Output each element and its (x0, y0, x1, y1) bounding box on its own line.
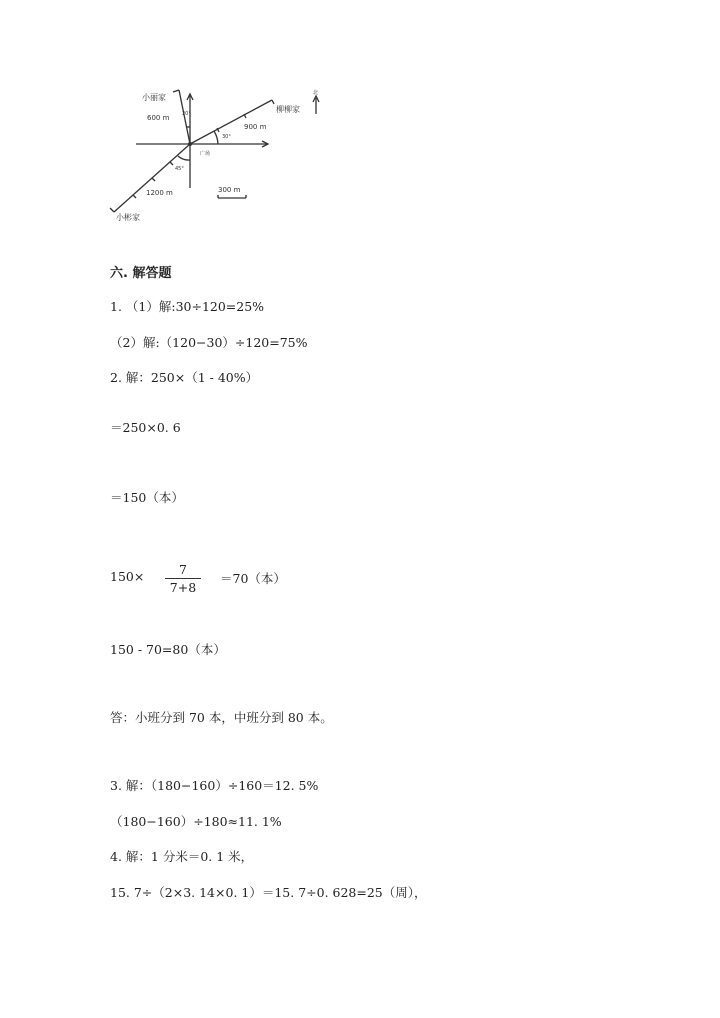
label-angle-30: 30° (222, 134, 231, 140)
label-north: 北 (313, 90, 319, 96)
q1-part2: （2）解:（120−30）÷120=75% (110, 335, 308, 350)
angle-arc-30 (214, 131, 218, 144)
label-square: 广场 (200, 151, 211, 157)
fraction-bar (165, 578, 201, 579)
route-to-liuliu (190, 100, 272, 144)
q2-answer: 答：小班分到 70 本，中班分到 80 本。 (110, 710, 333, 725)
q2-step4-prefix: 150× (110, 569, 145, 584)
fraction (165, 562, 201, 595)
q2-step5: 150 - 70=80（本） (110, 642, 226, 657)
label-xiaobin: 小彬家 (116, 213, 140, 222)
q2-step3: ＝150（本） (110, 490, 184, 505)
label-angle-20: 20° (182, 111, 191, 117)
fraction-denominator: 7+8 (169, 580, 197, 595)
q3-step1: 3. 解：（180−160）÷160＝12. 5% (110, 778, 319, 793)
section-heading: 六. 解答题 (110, 266, 172, 281)
fraction-numerator: 7 (179, 562, 187, 577)
q2-step2: ＝250×0. 6 (110, 420, 181, 435)
label-liuliu: 柳柳家 (276, 105, 300, 114)
q4-step1: 4. 解：1 分米＝0. 1 米， (110, 849, 254, 864)
label-scale: 300 m (218, 186, 241, 194)
label-600m: 600 m (147, 114, 170, 122)
label-xiaoli: 小丽家 (142, 93, 166, 102)
label-1200m: 1200 m (146, 189, 173, 197)
q4-step2: 15. 7÷（2×3. 14×0. 1）＝15. 7÷0. 628=25（周）， (110, 885, 427, 900)
direction-map-figure (100, 80, 340, 230)
q1-part1: 1. （1）解:30÷120=25% (110, 299, 265, 314)
label-900m: 900 m (244, 123, 267, 131)
angle-arc-45 (178, 156, 190, 160)
label-angle-45: 45° (175, 166, 184, 172)
square-point (188, 142, 192, 146)
q2-step1: 2. 解：250×（1 - 40%） (110, 370, 259, 385)
q3-step2: （180−160）÷180≈11. 1% (110, 814, 282, 829)
q2-step4-suffix: ＝70（本） (220, 571, 286, 586)
